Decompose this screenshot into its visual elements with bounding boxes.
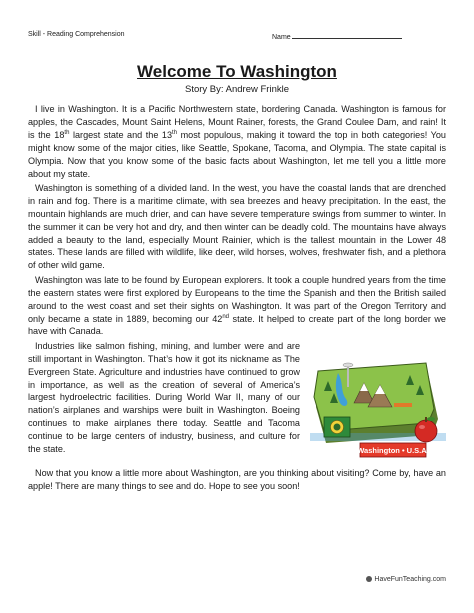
story-body — [28, 103, 446, 494]
name-blank-line — [292, 31, 402, 39]
paragraph-2: Washington is something of a divided land. In the west, you have the coastal lands that are drenched in rain and fog. There is a maritime climate, with sea breezes and heavy precipitation. In the east, the mountain highlands are much drier, and can have severe temperature swings from summer to winter. In the summer it can be very hot and dry, and then winter can be deadly cold. The mountains have always added a beauty to the land, especially Mount Rainier, which is the tallest mountain in the Lower 48 states. These lands are filled with wildlife, like deer, wild horses, wolves, freshwater fish, and a plethora of other wild game. — [28, 182, 446, 271]
skill-label: Skill - Reading Comprehension — [28, 31, 125, 38]
footer — [366, 576, 446, 583]
name-label: Name — [272, 34, 291, 41]
story-title: Welcome To Washington — [137, 62, 337, 81]
paragraph-5: Now that you know a little more about Washington, are you thinking about visiting? Come by, have an apple! There are many things to see and do. Hope to see you soon! — [28, 467, 446, 491]
copyright-icon — [366, 576, 372, 582]
paragraph-4-column — [28, 340, 300, 458]
paragraph-1: I live in Washington. It is a Pacific Northwestern state, bordering Canada. Washington is famous for apples, the Cascades, Mount Saint Helens, Mount Rainer, forests, the Grand Coulee Dam, and rain! It is the 18th largest state and the 13th most populous, making it toward the top in both categories! You might know some of the major cities, like Seattle, Spokane, Tacoma, and Olympia. The state capital is Olympia. Now that you know some of the basic facts about Washington, let me tell you a little more about my state. — [28, 104, 446, 179]
washington-map-illustration — [310, 343, 446, 467]
map-caption: Washington • U.S.A. — [357, 445, 429, 455]
name-field — [272, 31, 402, 41]
paragraph-4: Industries like salmon fishing, mining, and lumber were and are still important in Washington. That’s how it got its nickname as The Evergreen State. Agriculture and industries have continued to grow in importance, as well as the creation of several of America’s largest hydroelectric facilities. During World War II, many of our nation’s airplanes and warships were built in Washington. Boeing continues to make airplanes there today. Seattle and Tacoma continue to be large centers of industry, business, and culture for the state. — [28, 340, 300, 455]
page-header — [28, 31, 446, 43]
footer-site: HaveFunTeaching.com — [374, 576, 446, 583]
story-author: Story By: Andrew Frinkle — [184, 84, 289, 95]
paragraph-3: Washington was late to be found by European explorers. It took a couple hundred years from the time the eastern states were first explored by Europeans to the time the Spanish and then the British sailed around to the west coast and set their sights on Washington. It was part of the Oregon Territory and only became a state in 1889, becoming our 42nd state. It helped to create part of the long border we have with Canada. — [28, 274, 446, 337]
